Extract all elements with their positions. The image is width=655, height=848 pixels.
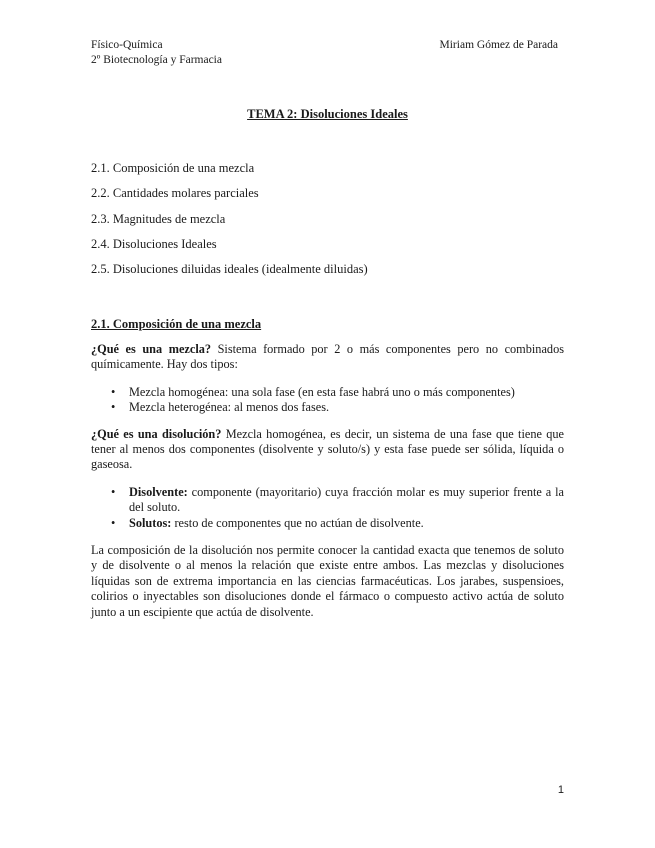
solution-components-list: [91, 485, 564, 531]
mixture-answer: Sistema formado por 2 o más componentes pero no combinados químicamente. Hay dos tipos:: [91, 342, 565, 372]
mixture-definition: [91, 342, 564, 373]
solute-definition: resto de componentes que no actúan de disolvente.: [171, 515, 424, 530]
section-heading: 2.1. Composición de una mezcla: [91, 317, 262, 331]
solution-answer: Mezcla homogénea, es decir, un sistema de una fase que tiene que tener al menos dos componentes (disolvente y soluto/s) y esta fase puede ser sólida, líquida o gaseosa.: [91, 426, 564, 472]
bullet-icon: •: [111, 384, 116, 399]
header-subject: Físico-Química: [91, 39, 163, 51]
solution-definition: [91, 427, 564, 473]
section-content: [91, 317, 564, 630]
solvent-definition: componente (mayoritario) cuya fracción molar es muy superior frente a la del soluto.: [129, 484, 564, 515]
list-item: [91, 385, 564, 400]
solution-question: ¿Qué es una disolución?: [91, 426, 222, 441]
list-item-text: Mezcla homogénea: una sola fase (en esta fase habrá uno o más componentes): [129, 384, 515, 399]
bullet-icon: •: [111, 400, 116, 415]
header-left: [91, 38, 222, 67]
solute-term: Solutos:: [129, 515, 172, 530]
list-item: [91, 400, 564, 415]
list-item: [91, 485, 564, 516]
document-title: TEMA 2: Disoluciones Ideales: [247, 107, 408, 121]
bullet-icon: •: [111, 484, 116, 499]
table-of-contents: [91, 161, 368, 287]
page-number: 1: [557, 784, 564, 796]
toc-item: 2.3. Magnitudes de mezcla: [91, 211, 226, 226]
header-author: Miriam Gómez de Parada: [439, 39, 558, 51]
toc-item: 2.2. Cantidades molares parciales: [91, 186, 259, 201]
mixture-question: ¿Qué es una mezcla?: [91, 342, 212, 356]
list-item: [91, 516, 564, 531]
toc-item: 2.5. Disoluciones diluidas ideales (idealmente diluidas): [91, 262, 368, 277]
bullet-icon: •: [111, 515, 116, 530]
mixture-types-list: [91, 385, 564, 416]
solvent-term: Disolvente:: [129, 484, 188, 499]
toc-item: 2.4. Disoluciones Ideales: [91, 236, 217, 251]
closing-paragraph: La composición de la disolución nos permite conocer la cantidad exacta que tenemos de soluto y de disolvente o al menos la relación que existe entre ambos. Las mezclas y disoluciones líquidas son de extrema importancia en las ciencias farmacéuticas. Los jarabes, suspensioes, colirios o inyectables son disoluciones donde el fármaco o compuesto activo actúa de soluto junto a un escipiente que actúa de disolvente.: [91, 543, 564, 619]
header-course: 2º Biotecnología y Farmacia: [91, 53, 222, 66]
toc-item: 2.1. Composición de una mezcla: [91, 161, 255, 175]
list-item-text: Mezcla heterogénea: al menos dos fases.: [129, 400, 330, 415]
